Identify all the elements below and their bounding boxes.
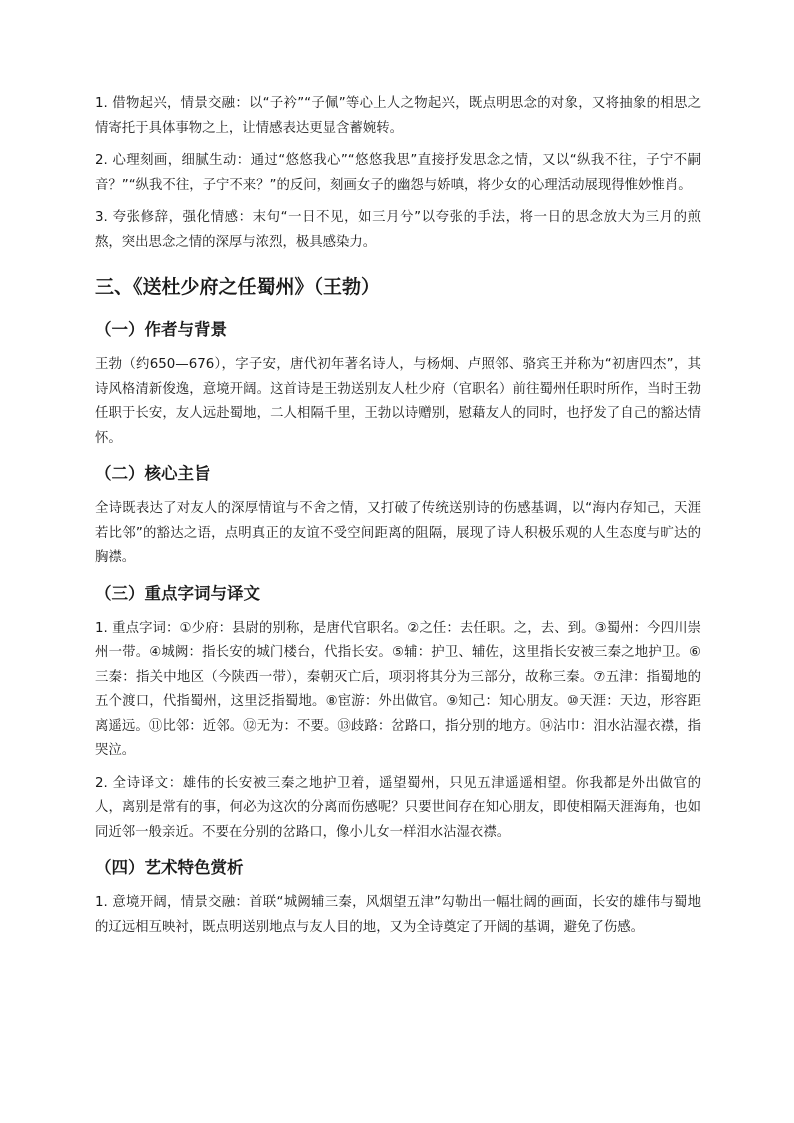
subsection-core-theme: （二）核心主旨 (95, 464, 211, 483)
subsection-key-words: （三）重点字词与译文 (95, 583, 260, 603)
paragraph-technique-2: 2. 心理刻画，细腻生动：通过“悠悠我心”“悠悠我思”直接抒发思念之情，又以“纵我不往，子宁不嗣音？”“纵我不往，子宁不来？”的反问，刻画女子的幽怨与娇嗔，将少女的心理活动展现得惟妙惟肖。 (95, 153, 701, 193)
document-page (95, 92, 701, 948)
paragraph-technique-3: 3. 夸张修辞，强化情感：末句“一日不见，如三月兮”以夸张的手法，将一日的思念放大为三月的煎熬，突出思念之情的深厚与浓烈，极具感染力。 (95, 210, 701, 250)
paragraph-artistic-1: 1. 意境开阔，情景交融：首联“城阙辅三秦，风烟望五津”勾勒出一幅壮阔的画面，长安的雄伟与蜀地的辽远相互映衬，既点明送别地点与友人目的地，又为全诗奠定了开阔的基调，避免了伤感。 (95, 895, 701, 935)
subsection-artistic-features: （四）艺术特色赏析 (95, 858, 244, 877)
paragraph-author-background: 王勃（约650—676），字子安，唐代初年著名诗人，与杨炯、卢照邻、骆宾王并称为“初唐四杰”，其诗风格清新俊逸，意境开阔。这首诗是王勃送别友人杜少府（官职名）前往蜀州任职时所作，当时王勃任职于长安，友人远赴蜀地，二人相隔千里，王勃以诗赠别，慰藉友人的同时，也抒发了自己的豁达情怀。 (95, 357, 701, 446)
section-title: 三、《送杜少府之任蜀州》（王勃） (95, 276, 381, 298)
subsection-author-background: （一）作者与背景 (95, 320, 227, 339)
paragraph-core-theme: 全诗既表达了对友人的深厚情谊与不舍之情，又打破了传统送别诗的伤感基调，以“海内存知己，天涯若比邻”的豁达之语，点明真正的友谊不受空间距离的阻隔，展现了诗人积极乐观的人生态度与旷达的胸襟。 (95, 501, 701, 565)
paragraph-technique-1: 1. 借物起兴，情景交融：以“子衿”“子佩”等心上人之物起兴，既点明思念的对象，又将抽象的相思之情寄托于具体事物之上，让情感表达更显含蓄婉转。 (95, 96, 701, 136)
paragraph-translation: 2. 全诗译文：雄伟的长安被三秦之地护卫着，遥望蜀州，只见五津遥遥相望。你我都是外出做官的人，离别是常有的事，何必为这次的分离而伤感呢？只要世间存在知心朋友，即使相隔天涯海角，也如同近邻一般亲近。不要在分别的岔路口，像小儿女一样泪水沾湿衣襟。 (95, 775, 701, 840)
paragraph-key-words: 1. 重点字词：①少府：县尉的别称，是唐代官职名。②之任：去任职。之，去、到。③蜀州：今四川崇州一带。④城阙：指长安的城门楼台，代指长安。⑤辅：护卫、辅佐，这里指长安被三秦之地护卫。⑥三秦：指关中地区（今陕西一带），秦朝灭亡后，项羽将其分为三部分，故称三秦。⑦五津：指蜀地的五个渡口，代指蜀州，这里泛指蜀地。⑧宦游：外出做官。⑨知己：知心朋友。⑩天涯：天边，形容距离遥远。⑪比邻：近邻。⑫无为：不要。⑬歧路：岔路口，指分别的地方。⑭沾巾：泪水沾湿衣襟，指哭泣。 (95, 620, 701, 758)
